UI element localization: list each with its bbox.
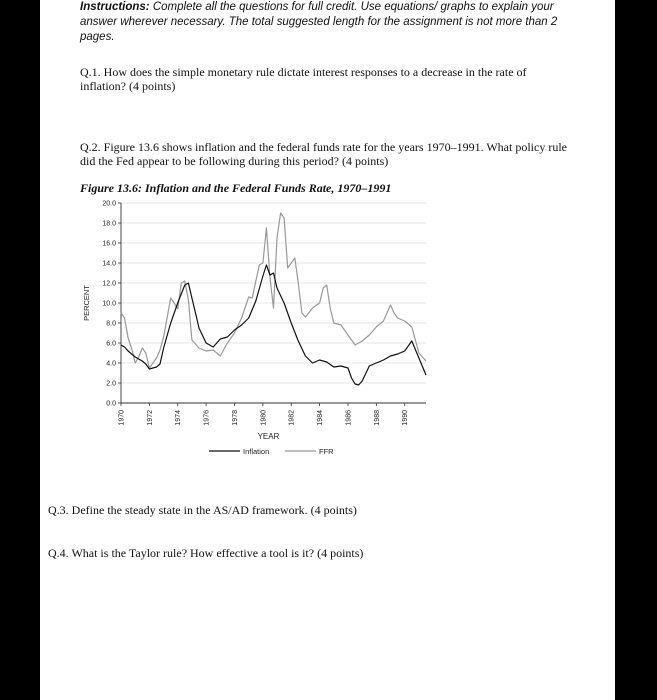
y-tick-label: 16.0 (102, 240, 116, 248)
figure-title: Figure 13.6: Inflation and the Federal Funds Rate, 1970–1991 (80, 181, 392, 195)
question-3: Q.3. Define the steady state in the AS/AD framework. (4 points) (48, 503, 357, 517)
question-1: Q.1. How does the simple monetary rule dictate interest responses to a decrease in the rate of inflation? (4 points) (80, 65, 527, 93)
series-line-ffr (121, 213, 426, 368)
y-tick-label: 10.0 (102, 300, 116, 308)
x-tick-label: 1980 (260, 410, 268, 426)
y-tick-label: 2.0 (106, 380, 116, 388)
y-tick-label: 0.0 (106, 400, 116, 408)
chart (78, 196, 438, 460)
x-tick-label: 1978 (231, 410, 239, 426)
y-axis-label: PERCENT (82, 285, 91, 321)
x-tick-label: 1984 (317, 410, 325, 426)
y-tick-label: 6.0 (106, 340, 116, 348)
x-axis-label: YEAR (257, 432, 280, 441)
x-tick-label: 1974 (175, 410, 183, 426)
instructions-label: Instructions: (80, 1, 150, 13)
question-2: Q.2. Figure 13.6 shows inflation and the federal funds rate for the years 1970–1991. What policy rule did the Fed appear to be following during this period? (4 points) (80, 140, 567, 168)
x-tick-label: 1970 (118, 410, 126, 426)
x-tick-label: 1988 (373, 410, 381, 426)
legend-label: FFR (319, 447, 334, 456)
question-4: Q.4. What is the Taylor rule? How effective a tool is it? (4 points) (48, 546, 364, 560)
legend-label: Inflation (243, 447, 270, 456)
instructions-text: Complete all the questions for full credit. Use equations/ graphs to explain your answer wherever necessary. The total suggested length for the assignment is not more than 2 pages. (80, 1, 558, 43)
y-tick-label: 4.0 (106, 360, 116, 368)
y-tick-label: 18.0 (102, 220, 116, 228)
x-tick-label: 1986 (345, 410, 353, 426)
x-tick-label: 1982 (288, 410, 296, 426)
y-tick-label: 20.0 (102, 200, 116, 208)
x-tick-label: 1990 (402, 410, 410, 426)
y-tick-label: 12.0 (102, 280, 116, 288)
instructions (80, 0, 570, 45)
y-tick-label: 14.0 (102, 260, 116, 268)
y-tick-label: 8.0 (106, 320, 116, 328)
x-tick-label: 1976 (203, 410, 211, 426)
x-tick-label: 1972 (146, 410, 154, 426)
